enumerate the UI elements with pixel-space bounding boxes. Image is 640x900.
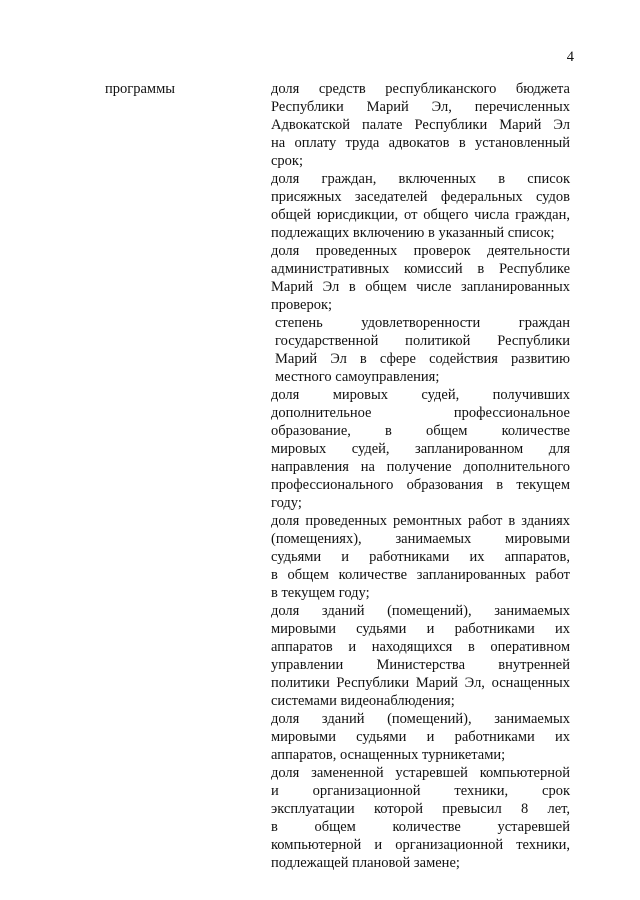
indicator-line: местного самоуправления; xyxy=(275,369,440,385)
indicator-line: политики Республики Марий Эл, оснащенных xyxy=(271,675,570,691)
page-number: 4 xyxy=(566,49,574,65)
indicator-line: мировыми судьями и работниками их xyxy=(271,621,570,637)
indicator-line: степень удовлетворенности граждан xyxy=(275,315,570,331)
indicator-line: доля зданий (помещений), занимаемых xyxy=(271,603,570,619)
indicator-line: Марий Эл в сфере содействия развитию xyxy=(275,351,570,367)
indicator-line: аппаратов, оснащенных турникетами; xyxy=(271,747,506,763)
indicator-line: образование, в общем количестве xyxy=(271,423,570,439)
indicator-line: Марий Эл в общем числе запланированных xyxy=(271,279,570,295)
indicator-item xyxy=(271,314,570,386)
indicator-line: и организационной техники, срок xyxy=(271,783,570,799)
indicator-line: доля проведенных ремонтных работ в зданиях xyxy=(271,513,570,529)
indicator-line: дополнительное профессиональное xyxy=(271,405,570,421)
indicator-line: мировыми судьями и работниками их xyxy=(271,729,570,745)
indicator-line: профессионального образования в текущем xyxy=(271,477,570,493)
indicator-line: общей юрисдикции, от общего числа граждан, xyxy=(271,207,570,223)
indicator-line: срок; xyxy=(271,153,304,169)
indicator-line: в общем количестве устаревшей xyxy=(271,819,570,835)
indicator-line: аппаратов и находящихся в оперативном xyxy=(271,639,570,655)
indicator-line: доля граждан, включенных в список xyxy=(271,171,570,187)
indicator-line: доля проведенных проверок деятельности xyxy=(271,243,570,259)
indicator-line: подлежащей плановой замене; xyxy=(271,855,460,871)
indicator-item xyxy=(271,386,570,512)
indicator-line: доля средств республиканского бюджета xyxy=(271,81,570,97)
indicator-line: управлении Министерства внутренней xyxy=(271,657,570,673)
indicator-line: доля зданий (помещений), занимаемых xyxy=(271,711,570,727)
indicator-item xyxy=(271,602,570,710)
indicator-item xyxy=(271,512,570,602)
indicator-line: судьями и работниками их аппаратов, xyxy=(271,549,570,565)
indicator-line: системами видеонаблюдения; xyxy=(271,693,455,709)
section-label: программы xyxy=(105,81,175,97)
indicator-line: в текущем году; xyxy=(271,585,370,601)
indicator-item xyxy=(271,170,570,242)
indicator-line: подлежащих включению в указанный список; xyxy=(271,225,555,241)
indicator-line: государственной политикой Республики xyxy=(275,333,570,349)
indicator-line: мировых судей, запланированном для xyxy=(271,441,570,457)
indicator-line: присяжных заседателей федеральных судов xyxy=(271,189,570,205)
indicator-line: на оплату труда адвокатов в установленный xyxy=(271,135,570,151)
indicator-item xyxy=(271,710,570,764)
indicator-item xyxy=(271,242,570,314)
indicator-line: в общем количестве запланированных работ xyxy=(271,567,570,583)
indicator-item xyxy=(271,764,570,872)
indicator-item xyxy=(271,80,570,170)
indicator-line: Республики Марий Эл, перечисленных xyxy=(271,99,570,115)
indicator-line: (помещениях), занимаемых мировыми xyxy=(271,531,570,547)
indicator-line: эксплуатации которой превысил 8 лет, xyxy=(271,801,570,817)
indicator-line: году; xyxy=(271,495,302,511)
indicator-line: доля мировых судей, получивших xyxy=(271,387,570,403)
indicator-line: направления на получение дополнительного xyxy=(271,459,570,475)
indicator-line: Адвокатской палате Республики Марий Эл xyxy=(271,117,570,133)
indicator-line: проверок; xyxy=(271,297,333,313)
indicators-list xyxy=(271,80,570,872)
indicator-line: административных комиссий в Республике xyxy=(271,261,570,277)
indicator-line: доля замененной устаревшей компьютерной xyxy=(271,765,570,781)
indicator-line: компьютерной и организационной техники, xyxy=(271,837,570,853)
